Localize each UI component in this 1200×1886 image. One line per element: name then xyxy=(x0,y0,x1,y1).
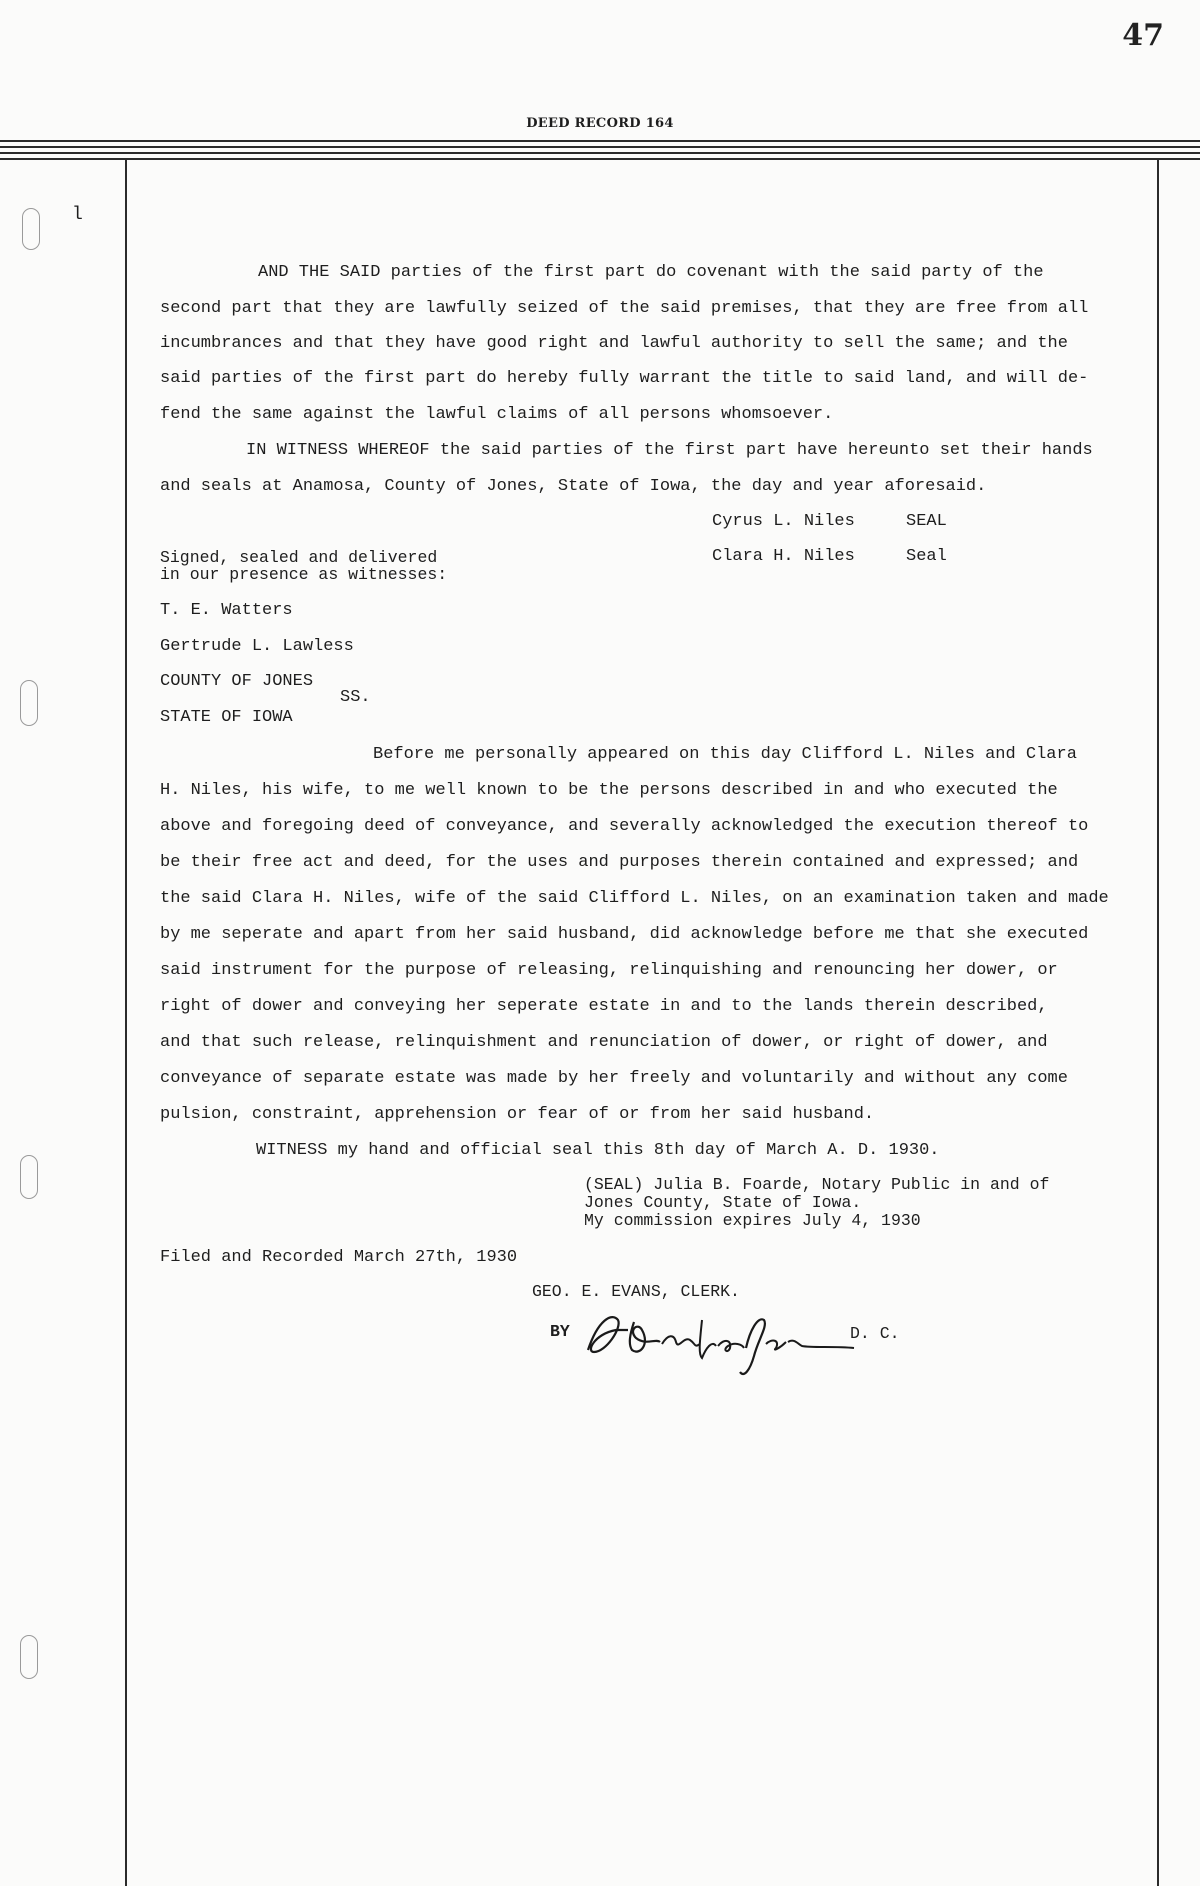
page-number: 47 xyxy=(1122,18,1164,53)
acknowledgment-line-2: H. Niles, his wife, to me well known to be the persons described in and who executed the xyxy=(160,781,1058,800)
covenant-line-1: AND THE SAID parties of the first part do covenant with the said party of the xyxy=(258,263,1044,282)
grantor-name-1: Cyrus L. Niles xyxy=(712,512,855,531)
header-rule-3 xyxy=(0,152,1200,154)
witness-whereof-line-2: and seals at Anamosa, County of Jones, State of Iowa, the day and year aforesaid. xyxy=(160,477,987,496)
binder-hole-1 xyxy=(22,208,40,250)
acknowledgment-line-8: right of dower and conveying her seperate estate in and to the lands therein described, xyxy=(160,997,1048,1016)
witness-name-2: Gertrude L. Lawless xyxy=(160,637,354,656)
notary-line-2: Jones County, State of Iowa. xyxy=(584,1193,862,1212)
margin-mark: l xyxy=(72,205,83,225)
acknowledgment-line-11: pulsion, constraint, apprehension or fear of or from her said husband. xyxy=(160,1105,875,1124)
notary-line-1: (SEAL) Julia B. Foarde, Notary Public in and of xyxy=(584,1175,1050,1194)
signed-note-line-2: in our presence as witnesses: xyxy=(160,565,448,584)
header-rule-4 xyxy=(0,158,1200,160)
binder-hole-4 xyxy=(20,1635,38,1679)
venue-ss: SS. xyxy=(340,688,371,707)
grantor-name-2: Clara H. Niles xyxy=(712,547,855,566)
right-margin-line xyxy=(1157,158,1159,1886)
dc-label: D. C. xyxy=(850,1324,900,1343)
filed-recorded: Filed and Recorded March 27th, 1930 xyxy=(160,1248,518,1267)
witness-hand: WITNESS my hand and official seal this 8th day of March A. D. 1930. xyxy=(256,1141,940,1160)
binder-hole-3 xyxy=(20,1155,38,1199)
venue-county: COUNTY OF JONES xyxy=(160,672,314,691)
acknowledgment-line-6: by me seperate and apart from her said husband, did acknowledge before me that she executed xyxy=(160,925,1089,944)
covenant-line-3: incumbrances and that they have good right and lawful authority to sell the same; and the xyxy=(160,334,1068,353)
deputy-signature xyxy=(572,1300,862,1380)
grantor-seal-1: SEAL xyxy=(906,512,947,531)
covenant-line-2: second part that they are lawfully seized of the said premises, that they are free from all xyxy=(160,299,1089,318)
acknowledgment-line-10: conveyance of separate estate was made by her freely and voluntarily and without any come xyxy=(160,1069,1068,1088)
header-title: DEED RECORD 164 xyxy=(526,116,674,131)
binder-hole-2 xyxy=(20,680,38,726)
grantor-seal-2: Seal xyxy=(906,547,947,566)
acknowledgment-line-9: and that such release, relinquishment and renunciation of dower, or right of dower, and xyxy=(160,1033,1048,1052)
acknowledgment-line-5: the said Clara H. Niles, wife of the said Clifford L. Niles, on an examination taken and made xyxy=(160,889,1109,908)
acknowledgment-line-7: said instrument for the purpose of releasing, relinquishing and renouncing her dower, or xyxy=(160,961,1058,980)
witness-name-1: T. E. Watters xyxy=(160,601,293,620)
acknowledgment-line-1: Before me personally appeared on this day Clifford L. Niles and Clara xyxy=(373,745,1077,764)
covenant-line-5: fend the same against the lawful claims of all persons whomsoever. xyxy=(160,405,834,424)
by-label: BY xyxy=(550,1322,570,1341)
witness-whereof-line-1: IN WITNESS WHEREOF the said parties of the first part have hereunto set their hands xyxy=(246,441,1093,460)
covenant-line-4: said parties of the first part do hereby fully warrant the title to said land, and will de- xyxy=(160,369,1089,388)
acknowledgment-line-3: above and foregoing deed of conveyance, and severally acknowledged the execution thereof to xyxy=(160,817,1089,836)
left-margin-line xyxy=(125,158,127,1886)
notary-line-3: My commission expires July 4, 1930 xyxy=(584,1211,921,1230)
venue-state: STATE OF IOWA xyxy=(160,708,293,727)
acknowledgment-line-4: be their free act and deed, for the uses and purposes therein contained and expressed; and xyxy=(160,853,1079,872)
clerk-line: GEO. E. EVANS, CLERK. xyxy=(532,1282,740,1301)
header-rule-2 xyxy=(0,146,1200,148)
signed-note-line-1: Signed, sealed and delivered xyxy=(160,548,438,567)
header-rule-1 xyxy=(0,140,1200,142)
